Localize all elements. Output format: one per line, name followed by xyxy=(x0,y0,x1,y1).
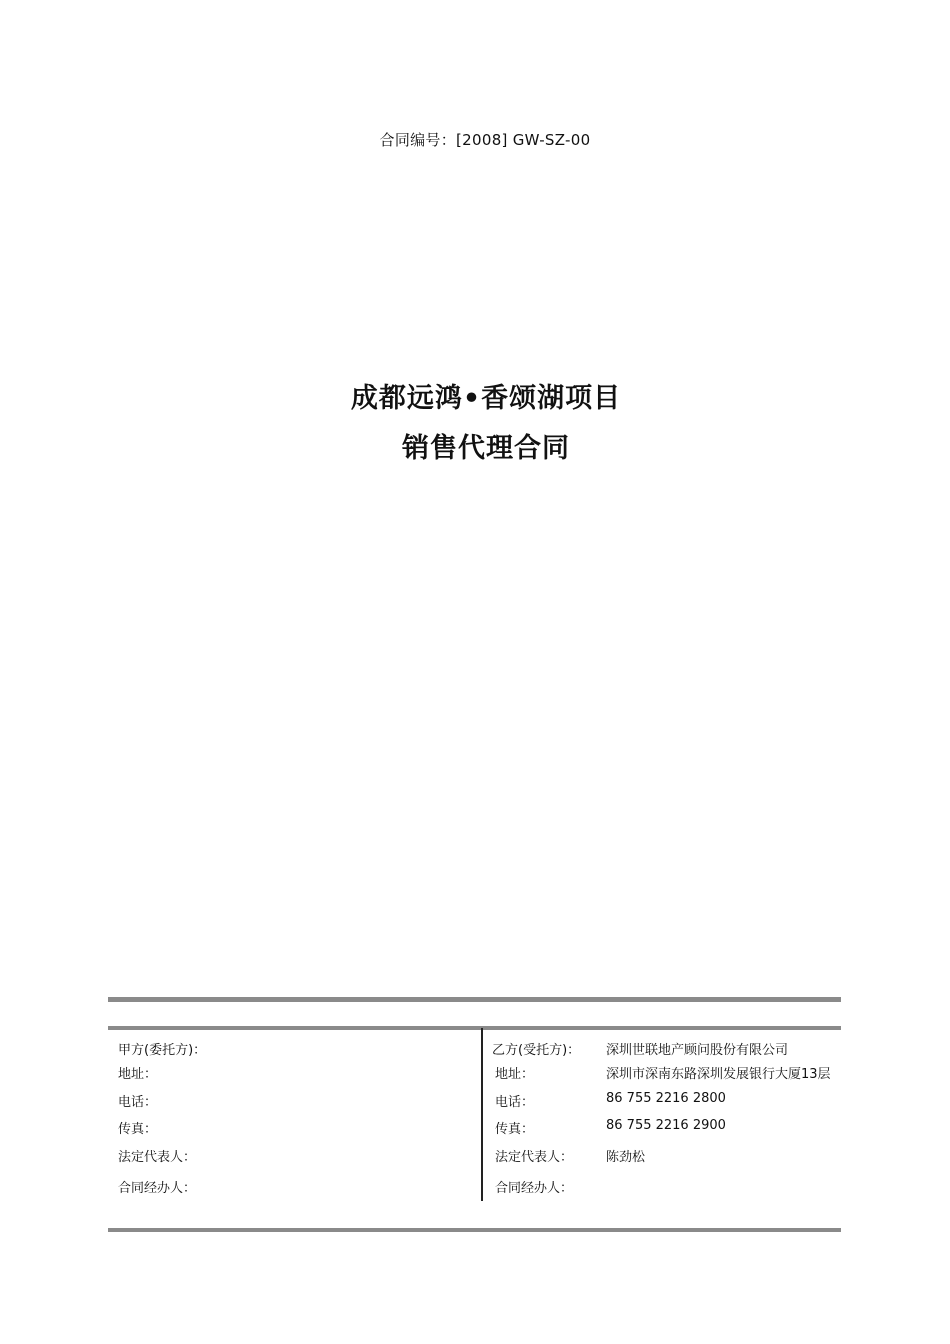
party-b-agent-label: 合同经办人： xyxy=(495,1181,574,1196)
party-b-legal-rep-label: 法定代表人： xyxy=(495,1150,574,1165)
party-column-divider xyxy=(481,1028,483,1201)
party-b-phone-label: 电话： xyxy=(495,1095,535,1110)
document-title-line1: 成都远鸿•香颂湖项目 xyxy=(350,383,622,414)
party-b-address: 深圳市深南东路深圳发展银行大厦13层 xyxy=(606,1067,831,1082)
party-b-phone: 86 755 2216 2800 xyxy=(606,1091,726,1106)
contract-number: 合同编号：[2008] GW-SZ-00 xyxy=(379,131,591,149)
party-a-legal-rep-label: 法定代表人： xyxy=(118,1150,197,1165)
party-a-agent-label: 合同经办人： xyxy=(118,1181,197,1196)
party-b-heading: 乙方(受托方)： xyxy=(492,1043,581,1058)
party-b-fax: 86 755 2216 2900 xyxy=(606,1118,726,1133)
document-title-line2: 销售代理合同 xyxy=(402,433,570,464)
party-a-fax-label: 传真： xyxy=(118,1122,158,1137)
party-a-address-label: 地址： xyxy=(118,1067,158,1082)
top-divider-rule xyxy=(108,997,841,1002)
party-b-address-label: 地址： xyxy=(495,1067,535,1082)
table-top-rule xyxy=(108,1026,841,1030)
party-a-phone-label: 电话： xyxy=(118,1095,158,1110)
table-bottom-rule xyxy=(108,1228,841,1232)
party-b-company-name: 深圳世联地产顾问股份有限公司 xyxy=(606,1043,789,1058)
party-b-fax-label: 传真： xyxy=(495,1122,535,1137)
party-b-legal-rep: 陈劲松 xyxy=(606,1150,646,1165)
party-a-heading: 甲方(委托方)： xyxy=(118,1043,207,1058)
